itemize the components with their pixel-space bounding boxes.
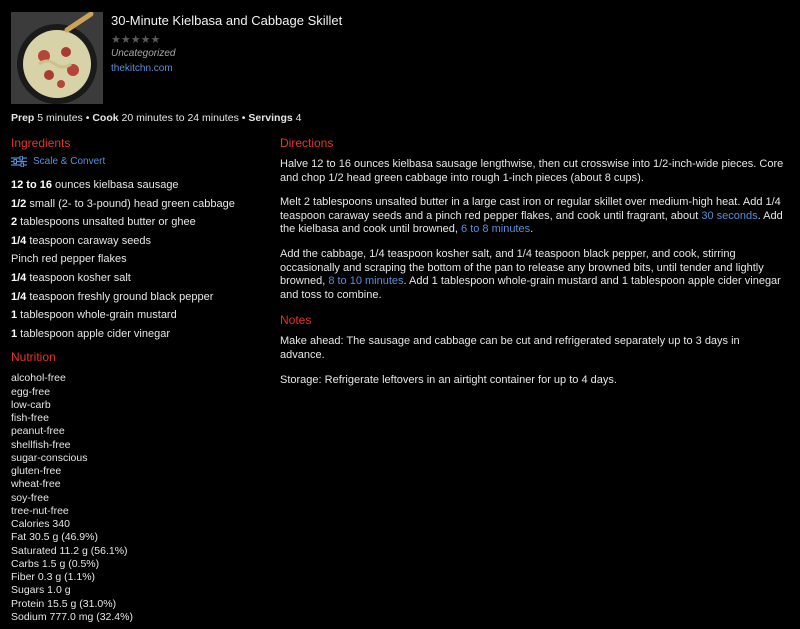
direction-step — [280, 196, 785, 237]
nutrition-item: low-carb — [11, 398, 51, 411]
meta-separator: • — [241, 112, 246, 124]
nutrition-item: peanut-free — [11, 425, 65, 438]
scale-convert-button[interactable] — [11, 156, 266, 167]
meta-separator: • — [85, 112, 90, 124]
nutrition-item: Saturated 11.2 g (56.1%) — [11, 544, 128, 557]
ingredient-item — [11, 198, 266, 211]
nutrition-item: alcohol-free — [11, 372, 66, 385]
ingredient-item — [11, 235, 266, 248]
nutrition-item: Protein 15.5 g (31.0%) — [11, 597, 117, 610]
nutrition-item: Carbs 1.5 g (0.5%) — [11, 557, 100, 570]
nutrition-item: fish-free — [11, 412, 49, 425]
nutrition-item: sugar-conscious — [11, 451, 88, 464]
scale-convert-label: Scale & Convert — [33, 156, 106, 167]
step-text: . — [530, 223, 534, 236]
notes-heading: Notes — [280, 313, 312, 328]
ingredient-item — [11, 216, 266, 229]
right-column — [280, 136, 785, 398]
sliders-icon — [11, 156, 27, 167]
timer-link[interactable]: 6 to 8 minutes — [461, 223, 531, 236]
recipe-meta — [11, 112, 301, 124]
nutrition-item: Sodium 777.0 mg (32.4%) — [11, 610, 133, 623]
ingredient-qty: 1/4 — [11, 271, 27, 284]
step-text: Melt 2 tablespoons unsalted butter in a large cast iron or regular skillet over medium-high heat. Add 1/4 teaspoon caraway seeds and a pinch red pepper flakes, and cook until fragrant, about — [280, 196, 781, 222]
timer-link[interactable]: 8 to 10 minutes — [328, 275, 404, 288]
ingredient-qty: 12 to 16 — [11, 179, 52, 191]
ingredient-text: tablespoons unsalted butter or ghee — [17, 216, 196, 229]
nutrition-item: tree-nut-free — [11, 504, 69, 517]
ingredient-text: tablespoon whole-grain mustard — [17, 309, 177, 322]
ingredient-qty: 1 — [11, 309, 18, 322]
rating-stars[interactable]: ★★★★★ — [111, 34, 161, 46]
notes-list — [280, 335, 785, 387]
left-column — [11, 136, 266, 624]
directions-list — [280, 158, 785, 302]
ingredient-item — [11, 179, 266, 192]
skillet-image — [11, 12, 103, 104]
ingredient-qty: 1/4 — [11, 234, 27, 247]
step-text: Add the cabbage, 1/4 teaspoon kosher salt, and 1/4 teaspoon black pepper, and cook, stirring occasionally and scraping the bottom of the pan to release any browned bits, until tender and lightly browned, — [280, 247, 764, 288]
ingredient-qty: 1 — [11, 327, 18, 340]
servings-label: Servings — [248, 112, 293, 124]
ingredient-text: Pinch red pepper flakes — [11, 253, 127, 266]
servings-value: 4 — [295, 112, 302, 124]
recipe-photo — [11, 12, 103, 104]
ingredient-item — [11, 328, 266, 341]
ingredient-text: teaspoon caraway seeds — [26, 234, 152, 247]
prep-value: 5 minutes — [37, 112, 83, 124]
ingredient-text: teaspoon kosher salt — [26, 271, 131, 284]
ingredient-qty: 2 — [11, 216, 18, 229]
ingredient-item — [11, 272, 266, 285]
direction-step — [280, 158, 785, 185]
step-text: Halve 12 to 16 ounces kielbasa sausage lengthwise, then cut crosswise into 1/2-inch-wide pieces. Core and chop 1/2 head green cabbage into rough 1-inch pieces (about 8 cups). — [280, 158, 784, 184]
step-text: . Add the kielbasa and cook until browned, — [280, 209, 783, 236]
step-text: . Add 1 tablespoon whole-grain mustard and 1 tablespoon apple cider vinegar and toss to combine. — [280, 275, 781, 301]
ingredient-text: teaspoon freshly ground black pepper — [26, 290, 214, 303]
nutrition-item: soy-free — [11, 491, 49, 504]
cook-label: Cook — [92, 112, 119, 124]
nutrition-item: gluten-free — [11, 465, 62, 478]
category-label: Uncategorized — [111, 48, 176, 59]
ingredient-text: ounces kielbasa sausage — [51, 179, 179, 191]
ingredient-text: tablespoon apple cider vinegar — [17, 327, 171, 340]
nutrition-heading: Nutrition — [11, 350, 56, 365]
nutrition-item: Sugars 1.0 g — [11, 584, 71, 597]
timer-link[interactable]: 30 seconds — [701, 209, 758, 222]
nutrition-item: wheat-free — [11, 478, 61, 491]
directions-heading: Directions — [280, 136, 334, 150]
nutrition-list — [11, 372, 266, 624]
note-item: Storage: Refrigerate leftovers in an airtight container for up to 4 days. — [280, 373, 617, 386]
direction-step — [280, 248, 785, 302]
ingredient-text: small (2- to 3-pound) head green cabbage — [26, 197, 235, 210]
note-item: Make ahead: The sausage and cabbage can be cut and refrigerated separately up to 3 days in advance. — [280, 335, 740, 361]
nutrition-item: egg-free — [11, 385, 51, 398]
ingredient-qty: 1/2 — [11, 197, 27, 210]
nutrition-item: shellfish-free — [11, 438, 71, 451]
recipe-title: 30-Minute Kielbasa and Cabbage Skillet — [111, 13, 343, 28]
ingredient-item — [11, 253, 266, 266]
prep-label: Prep — [11, 112, 35, 124]
nutrition-item: Fiber 0.3 g (1.1%) — [11, 571, 96, 584]
cook-value: 20 minutes to 24 minutes — [121, 112, 239, 124]
ingredients-heading: Ingredients — [11, 136, 71, 150]
ingredient-list — [11, 179, 266, 340]
ingredient-qty: 1/4 — [11, 290, 27, 303]
ingredient-item — [11, 291, 266, 304]
nutrition-item: Fat 30.5 g (46.9%) — [11, 531, 98, 544]
nutrition-item: Calories 340 — [11, 518, 70, 531]
ingredient-item — [11, 309, 266, 322]
source-link[interactable]: thekitchn.com — [111, 63, 173, 74]
